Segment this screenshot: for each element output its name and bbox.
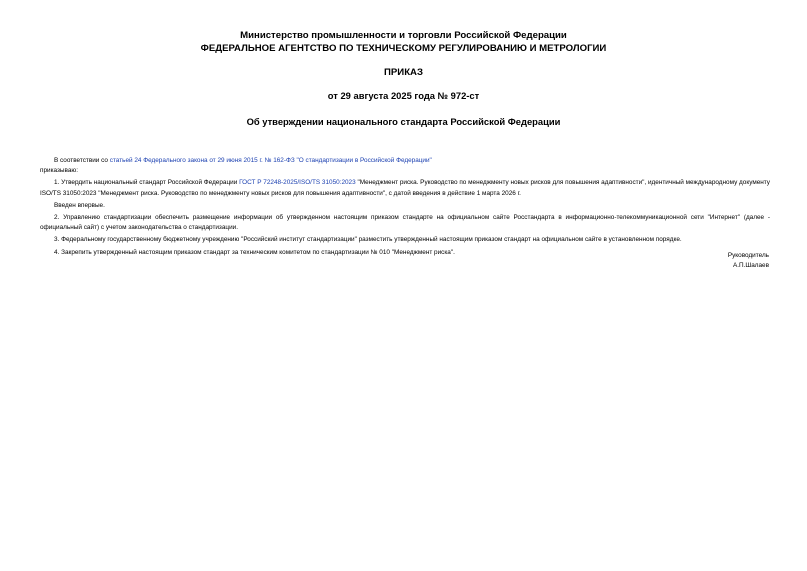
item-4-paragraph: 4. Закрепить утвержденный настоящим приказом стандарт за техническим комитетом по стандартизации № 010 "Менеджмент риска". <box>54 248 455 256</box>
signature-name: А.П.Шалаев <box>732 262 769 269</box>
agency-title: ФЕДЕРАЛЬНОЕ АГЕНТСТВО ПО ТЕХНИЧЕСКОМУ РЕГУЛИРОВАНИЮ И МЕТРОЛОГИИ <box>200 43 607 54</box>
signature-position: Руководитель <box>727 252 769 259</box>
intro-paragraph <box>40 156 770 166</box>
item-3-paragraph: 3. Федеральному государственному бюджетному учреждению "Российский институт стандартизации" разместить утвержденный настоящим приказом стандарт на официальном сайте в установленном порядке. <box>54 236 682 244</box>
signature-block <box>728 251 769 271</box>
order-word: приказываю: <box>40 167 78 175</box>
ministry-title: Министерство промышленности и торговли Российской Федерации <box>240 30 567 41</box>
item-1-prefix: 1. Утвердить национальный стандарт Российской Федерации <box>54 179 240 187</box>
standard-link[interactable]: ГОСТ Р 72248-2025/ISO/TS 31050:2023 <box>239 179 356 187</box>
introduced-note: Введен впервые. <box>54 201 105 209</box>
document-subject: Об утверждении национального стандарта Российской Федерации <box>246 116 561 127</box>
item-1-suffix: "Менеджмент риска. Руководство по менеджменту новых рисков для повышения адаптивности", идентичный международному документу ISO/TS 31050:2023 "Менеджмент риска. Руководство по менеджменту новых рисков для повышения адаптивности", с датой введения в действие 1 марта 2026 г. <box>40 179 770 197</box>
law-link[interactable]: статьей 24 Федерального закона от 29 июня 2015 г. № 162-ФЗ "О стандартизации в Российской Федерации" <box>109 157 432 164</box>
intro-prefix: В соответствии со <box>54 157 110 164</box>
item-2-paragraph: 2. Управлению стандартизации обеспечить размещение информации об утвержденном настоящим приказом стандарте на официальном сайте Росстандарта в информационно-телекоммуникационной сети "Интернет" (далее - официальный сайт) с учетом законодательства о стандартизации. <box>40 214 770 232</box>
document-body <box>40 156 770 258</box>
item-1-paragraph <box>40 178 770 198</box>
document-date-number: от 29 августа 2025 года № 972-ст <box>327 90 480 101</box>
document-type: ПРИКАЗ <box>384 67 423 78</box>
